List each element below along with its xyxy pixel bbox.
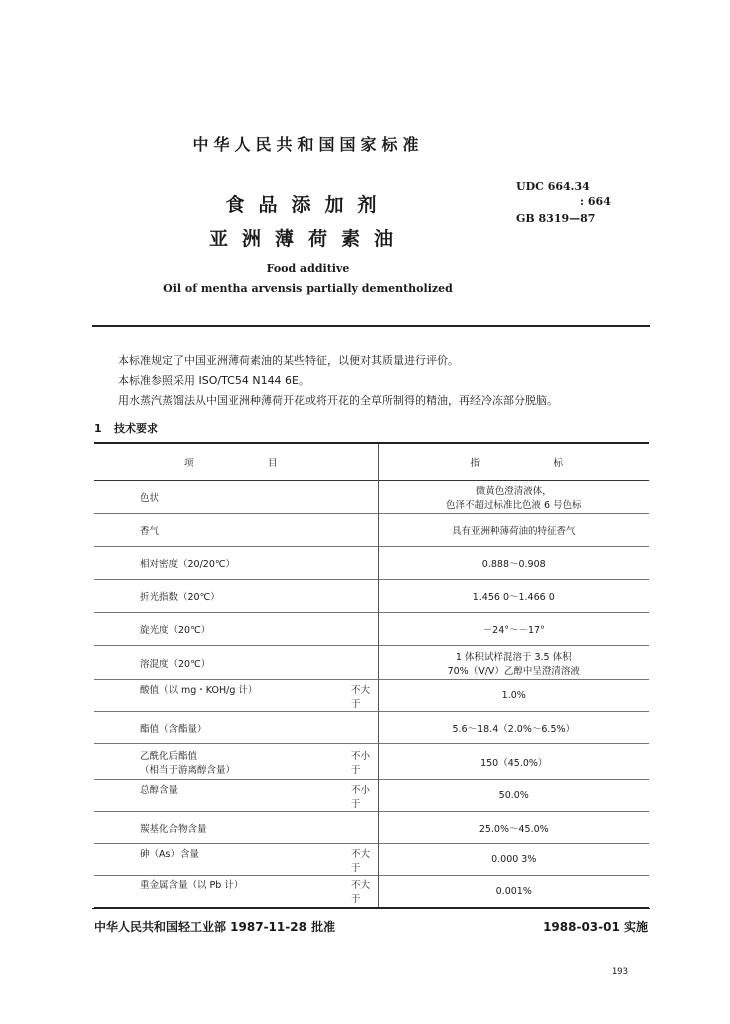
row-value-line1: 25.0%～45.0% [478,823,549,835]
row-value-line1: －24°～－17° [482,625,545,636]
row-value [378,646,649,680]
row-value-line1: 1.456 0～1.466 0 [472,592,555,603]
table-row [94,514,649,547]
title-en-line1: Food additive [266,262,350,275]
row-value-line2: 70%（V/V）乙醇中呈澄清溶液 [447,665,580,677]
section-title: 技术要求 [114,422,158,435]
row-item: 酸值（以 mg・KOH/g 计） [140,684,258,696]
row-item: 旋光度（20℃） [140,625,211,636]
table-row [94,613,649,646]
header-item-a: 项 [184,458,194,469]
table-header-row [94,443,649,481]
title-cn-line2: 亚洲薄荷素油 [208,228,407,250]
row-item [94,748,307,776]
row-item: 重金属含量（以 Pb 计） [140,880,244,892]
udc-code-line2: : 664 [580,195,611,208]
title-cn-line1: 食品添加剂 [225,194,391,216]
row-value [378,613,649,646]
row-value-line1: 0.888～0.908 [481,559,546,570]
table-row [94,844,649,876]
row-value-line1: 0.000 3% [491,854,537,865]
row-value [378,514,649,547]
row-value [378,876,649,908]
row-value-line2: 色泽不超过标准比色液 6 号色标 [445,500,582,511]
row-item: 相对密度（20/20℃） [140,559,236,570]
row-item: 总醇含量 [140,784,179,796]
section-number: 1 [94,422,102,435]
row-limit: 不小于 [351,784,371,810]
gb-code: GB 8319—87 [516,212,596,225]
row-value-line1: 具有亚洲种薄荷油的特征香气 [451,526,576,537]
approval-line: 中华人民共和国轻工业部 1987-11-28 批准 [94,920,336,934]
row-value-line1: 微黄色澄清液体， [475,486,552,497]
row-item: 香气 [140,526,160,537]
row-item: 折光指数（20℃） [140,592,220,603]
row-limit: 不大于 [351,684,371,710]
table-row [94,680,649,712]
table-row [94,646,649,680]
header-ind-a: 指 [470,458,481,469]
table-row [94,780,649,812]
table-row [94,580,649,613]
row-limit: 不大于 [351,848,371,874]
table-row [94,812,649,844]
row-item: 羰基化合物含量 [140,823,207,835]
section-heading [94,420,158,436]
row-item: 色状 [140,493,160,504]
row-item: 砷（As）含量 [140,848,199,860]
row-value-line1: 1.0% [501,690,526,701]
footer-rule [92,908,650,909]
row-item: 溶混度（20℃） [140,658,211,670]
header-item [94,443,378,481]
row-value-line1: 0.001% [495,885,532,897]
row-value [378,547,649,580]
header-ind-b: 标 [553,458,563,469]
row-value [378,780,649,812]
row-value-line1: 50.0% [498,790,529,801]
table-row [94,876,649,908]
row-item: 酯值（含酯量） [140,723,207,735]
row-value-line1: 150（45.0%） [480,757,548,769]
table-row [94,547,649,580]
header-indicator [378,443,649,481]
row-limit: 不小于 [351,750,371,776]
header-rule [92,325,650,327]
udc-code-line1: UDC 664.34 [516,180,590,193]
table-row [94,712,649,744]
row-value [378,844,649,876]
table-row [94,744,649,780]
row-value [378,712,649,744]
row-value [378,680,649,712]
row-value-line1: 1 体积试样混溶于 3.5 体积 [455,651,572,663]
row-item-line2: （相当于游离醇含量） [140,764,236,776]
page-number: 193 [611,967,628,977]
row-value-line1: 5.6～18.4（2.0%～6.5%） [452,723,576,735]
row-item-line1: 乙酰化后酯值 [140,750,198,762]
title-en-line2: Oil of mentha arvensis partially dementholized [163,282,453,295]
org-title: 中华人民共和国国家标准 [192,135,424,154]
row-value [378,481,649,514]
implementation-date: 1988-03-01 实施 [543,920,648,934]
intro-paragraph-2: 本标准参照采用 ISO/TC54 N144 6E。 [118,374,311,387]
row-value [378,580,649,613]
spec-table [94,442,649,909]
intro-paragraph-3: 用水蒸汽蒸馏法从中国亚洲种薄荷开花或将开花的全草所制得的精油，再经冷冻部分脱脑。 [118,394,558,407]
row-value [378,812,649,844]
header-item-b: 目 [267,458,278,469]
row-limit: 不大于 [351,880,371,906]
table-row [94,481,649,514]
row-value [378,744,649,780]
intro-paragraph-1: 本标准规定了中国亚洲薄荷素油的某些特征，以便对其质量进行评价。 [118,354,459,367]
